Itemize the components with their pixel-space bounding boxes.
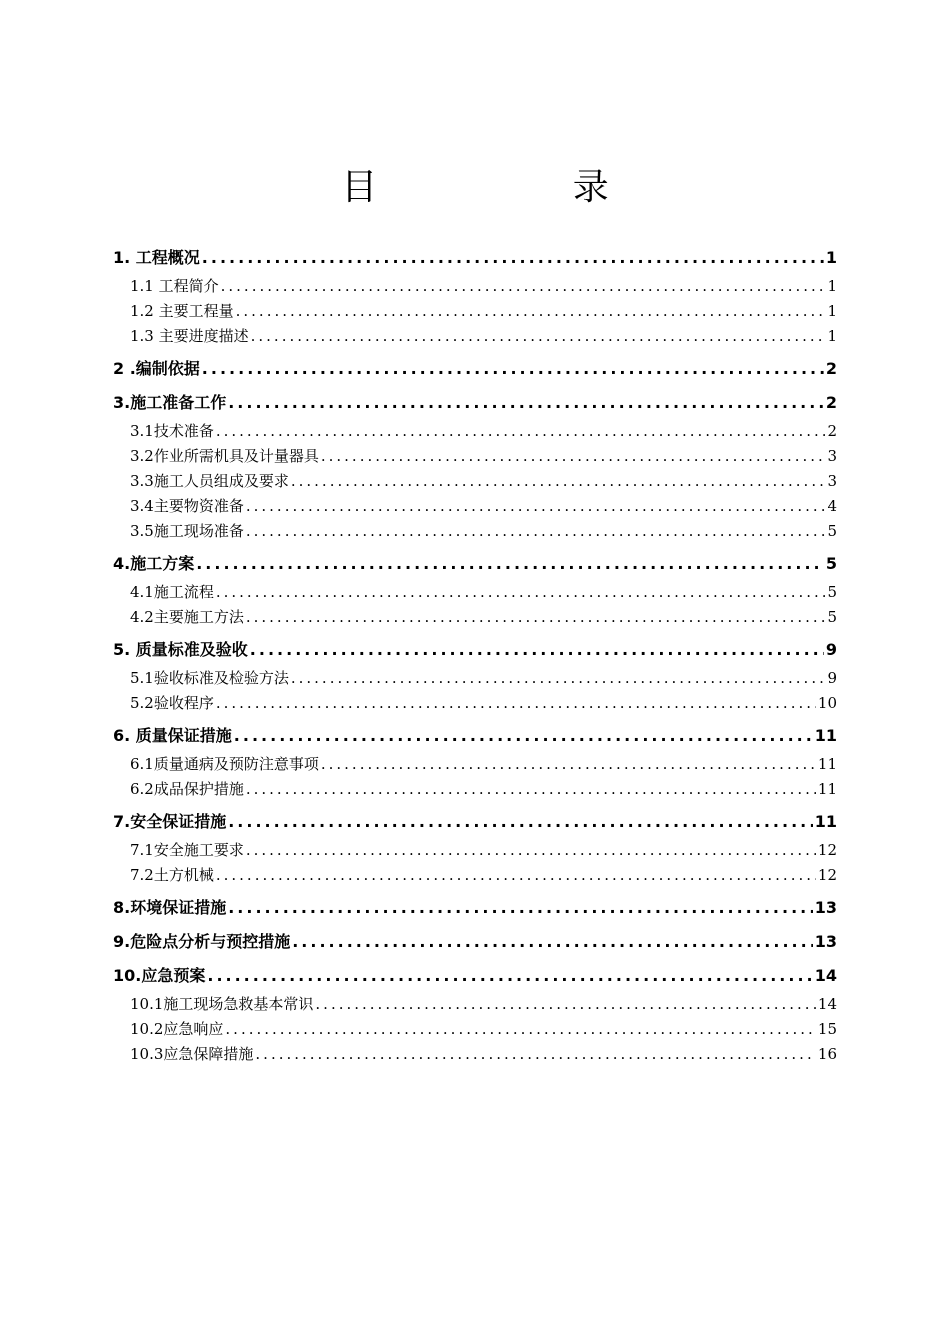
toc-section-entry[interactable] — [113, 519, 837, 544]
toc-entry-title: 3.3施工人员组成及要求 — [130, 472, 289, 490]
toc-dot-leader — [225, 1017, 816, 1042]
toc-dot-leader — [228, 389, 824, 417]
toc-page-number: 11 — [817, 780, 837, 798]
toc-entry-title: 10.应急预案 — [113, 966, 206, 985]
toc-section-entry[interactable] — [113, 992, 837, 1017]
toc-page-number: 2 — [827, 422, 837, 440]
toc-section-entry[interactable] — [113, 838, 837, 863]
toc-dot-leader — [216, 691, 816, 716]
toc-page-number: 14 — [817, 995, 837, 1013]
toc-section-entry[interactable] — [113, 1017, 837, 1042]
toc-chapter-entry[interactable] — [113, 808, 837, 842]
toc-dot-leader — [321, 752, 816, 777]
toc-entry-title: 10.3应急保障措施 — [130, 1045, 254, 1063]
toc-section-entry[interactable] — [113, 1042, 837, 1067]
toc-entry-title: 2 .编制依据 — [113, 359, 200, 378]
toc-page-number: 1 — [827, 302, 837, 320]
toc-page-number: 3 — [827, 447, 837, 465]
toc-section-entry[interactable] — [113, 666, 837, 691]
toc-chapter-entry[interactable] — [113, 722, 837, 756]
toc-entry-title: 7.安全保证措施 — [113, 812, 227, 831]
toc-chapter-entry[interactable] — [113, 244, 837, 278]
toc-dot-leader — [202, 355, 824, 383]
toc-page-number: 5 — [825, 554, 837, 573]
toc-entry-title: 3.2作业所需机具及计量器具 — [130, 447, 319, 465]
toc-entry-title: 3.施工准备工作 — [113, 393, 227, 412]
toc-page-number: 10 — [817, 694, 837, 712]
toc-section-entry[interactable] — [113, 444, 837, 469]
toc-page-number: 1 — [827, 277, 837, 295]
toc-chapter-entry[interactable] — [113, 355, 837, 389]
toc-page-number: 4 — [827, 497, 837, 515]
toc-dot-leader — [255, 1042, 816, 1067]
toc-dot-leader — [246, 605, 826, 630]
toc-dot-leader — [216, 863, 816, 888]
toc-dot-leader — [321, 444, 826, 469]
toc-page-number: 13 — [814, 932, 837, 951]
toc-chapter-entry[interactable] — [113, 894, 837, 928]
toc-entry-title: 1.1 工程简介 — [130, 277, 219, 295]
toc-entry-title: 5.1验收标准及检验方法 — [130, 669, 289, 687]
toc-page-number: 9 — [825, 640, 837, 659]
toc-entry-title: 1.3 主要进度描述 — [130, 327, 249, 345]
toc-entry-title: 4.2主要施工方法 — [130, 608, 244, 626]
toc-page-number: 14 — [814, 966, 837, 985]
toc-entry-title: 1.2 主要工程量 — [130, 302, 234, 320]
toc-dot-leader — [291, 469, 826, 494]
toc-section-entry[interactable] — [113, 580, 837, 605]
toc-entry-title: 1. 工程概况 — [113, 248, 200, 267]
toc-section-entry[interactable] — [113, 419, 837, 444]
toc-page-number: 1 — [827, 327, 837, 345]
toc-page-number: 11 — [814, 812, 837, 831]
toc-page-number: 5 — [827, 522, 837, 540]
toc-entry-title: 5. 质量标准及验收 — [113, 640, 248, 659]
toc-entry-title: 7.2土方机械 — [130, 866, 214, 884]
toc-entry-title: 4.施工方案 — [113, 554, 195, 573]
toc-dot-leader — [315, 992, 816, 1017]
toc-section-entry[interactable] — [113, 324, 837, 349]
toc-dot-leader — [291, 666, 826, 691]
toc-entry-title: 8.环境保证措施 — [113, 898, 227, 917]
toc-dot-leader — [236, 299, 826, 324]
toc-entry-title: 10.2应急响应 — [130, 1020, 224, 1038]
toc-section-entry[interactable] — [113, 494, 837, 519]
toc-page-number: 12 — [817, 841, 837, 859]
toc-dot-leader — [246, 494, 826, 519]
toc-dot-leader — [216, 419, 826, 444]
toc-entry-title: 4.1施工流程 — [130, 583, 214, 601]
page-title: 目 录 — [341, 167, 701, 208]
toc-entry-title: 6. 质量保证措施 — [113, 726, 232, 745]
toc-dot-leader — [251, 324, 826, 349]
toc-page-number: 9 — [827, 669, 837, 687]
toc-section-entry[interactable] — [113, 274, 837, 299]
toc-page-number: 2 — [825, 393, 837, 412]
toc-page-number: 1 — [825, 248, 837, 267]
toc-chapter-entry[interactable] — [113, 962, 837, 996]
toc-dot-leader — [216, 580, 826, 605]
toc-entry-title: 6.2成品保护措施 — [130, 780, 244, 798]
toc-dot-leader — [228, 894, 813, 922]
toc-section-entry[interactable] — [113, 299, 837, 324]
toc-dot-leader — [202, 244, 824, 272]
toc-entry-title: 6.1质量通病及预防注意事项 — [130, 755, 319, 773]
toc-section-entry[interactable] — [113, 752, 837, 777]
toc-entry-title: 3.5施工现场准备 — [130, 522, 244, 540]
toc-dot-leader — [228, 808, 813, 836]
toc-page-number: 11 — [814, 726, 837, 745]
toc-page-number: 5 — [827, 583, 837, 601]
toc-entry-title: 10.1施工现场急救基本常识 — [130, 995, 314, 1013]
toc-page-number: 12 — [817, 866, 837, 884]
toc-dot-leader — [207, 962, 812, 990]
toc-section-entry[interactable] — [113, 863, 837, 888]
toc-page-number: 5 — [827, 608, 837, 626]
toc-section-entry[interactable] — [113, 777, 837, 802]
toc-dot-leader — [246, 519, 826, 544]
toc-entry-title: 3.4主要物资准备 — [130, 497, 244, 515]
toc-page-number: 16 — [817, 1045, 837, 1063]
toc-entry-title: 3.1技术准备 — [130, 422, 214, 440]
table-of-contents — [113, 244, 837, 1067]
toc-dot-leader — [250, 636, 824, 664]
toc-section-entry[interactable] — [113, 605, 837, 630]
toc-dot-leader — [221, 274, 826, 299]
toc-page-number: 15 — [817, 1020, 837, 1038]
toc-page-number: 3 — [827, 472, 837, 490]
toc-dot-leader — [292, 928, 813, 956]
toc-section-entry[interactable] — [113, 469, 837, 494]
toc-dot-leader — [246, 838, 816, 863]
toc-entry-title: 9.危险点分析与预控措施 — [113, 932, 291, 951]
toc-page-number: 11 — [817, 755, 837, 773]
toc-chapter-entry[interactable] — [113, 636, 837, 670]
toc-dot-leader — [234, 722, 813, 750]
toc-entry-title: 7.1安全施工要求 — [130, 841, 244, 859]
toc-dot-leader — [246, 777, 816, 802]
toc-section-entry[interactable] — [113, 691, 837, 716]
toc-page-number: 13 — [814, 898, 837, 917]
toc-entry-title: 5.2验收程序 — [130, 694, 214, 712]
toc-dot-leader — [196, 550, 824, 578]
toc-chapter-entry[interactable] — [113, 550, 837, 584]
toc-chapter-entry[interactable] — [113, 928, 837, 962]
toc-page-number: 2 — [825, 359, 837, 378]
toc-chapter-entry[interactable] — [113, 389, 837, 423]
